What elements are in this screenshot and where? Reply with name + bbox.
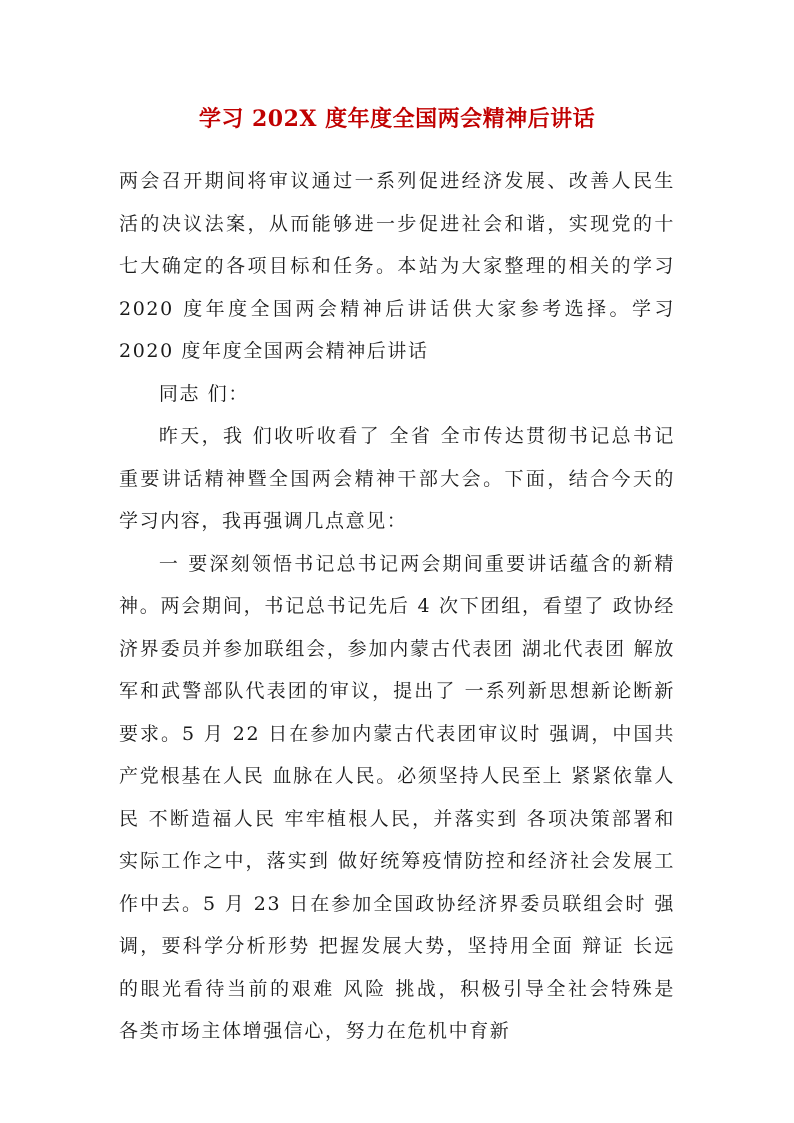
paragraph-point-one: 一 要深刻领悟书记总书记两会期间重要讲话蕴含的新精神。两会期间，书记总书记先后 4 次下团组，看望了 政协经济界委员并参加联组会，参加内蒙古代表团 湖北代表团 解放军和武警部队代表团的审议，提出了 一系列新思想新论断新要求。5 月 22 日在参加内蒙古代表团审议时 强调，中国共产党根基在人民 血脉在人民。必须坚持人民至上 紧紧依靠人民 不断造福人民 牢牢植根人民，并落实到 各项决策部署和实际工作之中，落实到 做好统筹疫情防控和经济社会发展工作中去。5 月 23 日在参加全国政协经济界委员联组会时 强调，要科学分析形势 把握发展大势，坚持用全面 辩证 长远的眼光看待当前的艰难 风险 挑战，积极引导全社会特殊是 各类市场主体增强信心，努力在危机中育新 bbox=[119, 552, 675, 1042]
paragraph-intro: 两会召开期间将审议通过一系列促进经济发展、改善人民生活的决议法案，从而能够进一步促进社会和谐，实现党的十七大确定的各项目标和任务。本站为大家整理的相关的学习 2020 度年度全国两会精神后讲话供大家参考选择。学习 2020 度年度全国两会精神后讲话 bbox=[119, 170, 675, 362]
paragraph-opening: 昨天，我 们收听收看了 全省 全市传达贯彻书记总书记重要讲话精神暨全国两会精神干部大会。下面，结合今天的学习内容，我再强调几点意见： bbox=[119, 425, 675, 532]
document-body bbox=[119, 160, 675, 1053]
document-title: 学习 202X 度年度全国两会精神后讲话 bbox=[198, 106, 596, 132]
paragraph-salutation: 同志 们： bbox=[158, 382, 249, 405]
